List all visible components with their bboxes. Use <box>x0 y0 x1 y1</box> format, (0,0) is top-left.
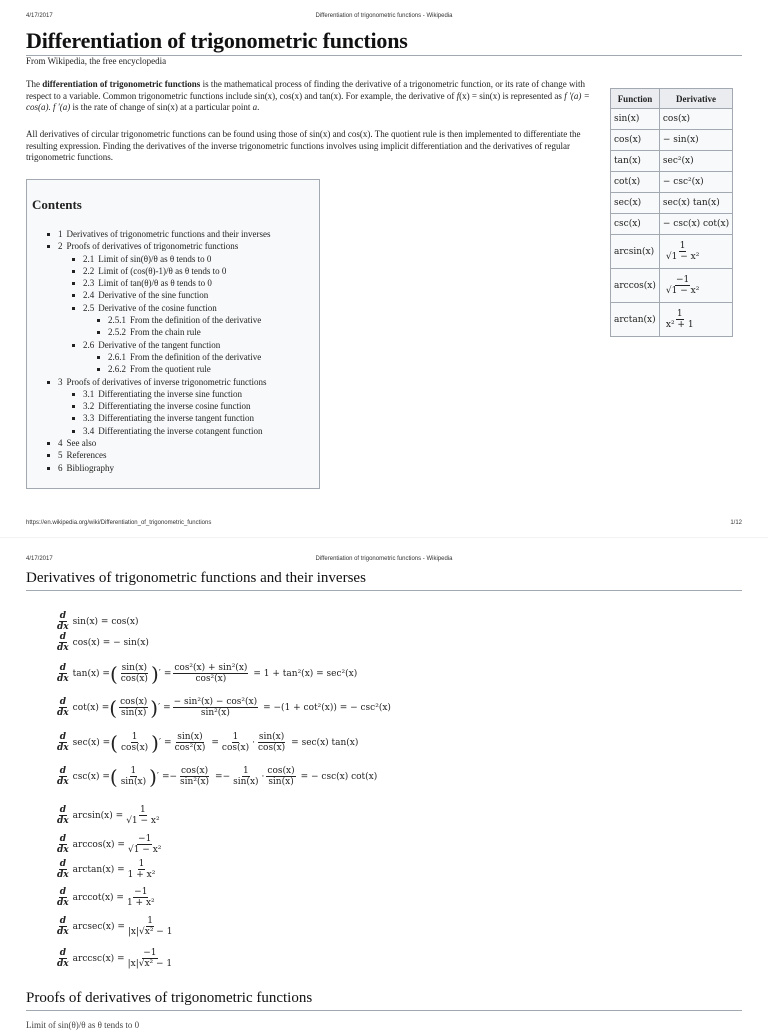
fraction-numerator: cos²(x) + sin²(x) <box>174 663 248 673</box>
intro-lead: The <box>26 79 43 89</box>
equation-result: = 1 + tan²(x) = sec²(x) <box>253 668 358 679</box>
fraction-denominator: sin(x) <box>120 708 147 718</box>
derivative-fraction <box>665 275 700 296</box>
fraction-denominator: sin(x) <box>268 777 294 787</box>
fraction-numerator: d <box>59 632 66 642</box>
toc-item[interactable] <box>47 400 270 412</box>
toc-item-number: 2.6.1 <box>108 351 126 362</box>
derivative-cell: sec(x) tan(x) <box>659 193 732 214</box>
toc-item-number: 3.3 <box>83 413 95 424</box>
toc-item-label[interactable]: References <box>66 450 107 461</box>
ddx-operator <box>56 887 70 908</box>
print-header <box>26 13 742 23</box>
toc-item[interactable] <box>47 265 270 277</box>
fraction-numerator: 1 <box>138 859 145 869</box>
function-cell: sec(x) <box>611 193 660 214</box>
derivative-cell: cos(x) <box>659 109 732 130</box>
equation-row <box>56 805 163 826</box>
fraction-numerator: −1 <box>134 887 148 897</box>
toc-item[interactable] <box>47 425 270 437</box>
fraction-denominator: cos(x) <box>257 743 286 753</box>
fraction <box>232 766 259 787</box>
equation-fn: sec(x) = <box>72 737 111 748</box>
toc-item[interactable] <box>47 289 270 301</box>
fraction-numerator: 1 <box>232 732 239 742</box>
page-break <box>0 537 768 550</box>
fraction-numerator: d <box>59 948 66 958</box>
fraction <box>127 948 174 969</box>
equation-row <box>56 887 158 908</box>
toc-item[interactable] <box>47 363 270 375</box>
toc-item[interactable] <box>47 388 270 400</box>
fraction <box>120 766 147 787</box>
ddx-operator <box>56 611 70 632</box>
fraction-numerator: d <box>59 805 66 815</box>
toc-item-number: 3.1 <box>83 388 95 399</box>
fraction-numerator: − sin²(x) − cos²(x) <box>173 697 258 707</box>
toc-item[interactable] <box>47 376 270 388</box>
fraction-numerator: 1 <box>676 309 683 319</box>
toc-item[interactable] <box>47 412 270 424</box>
fraction-denominator: dx <box>57 743 69 753</box>
fraction-denominator: |x|√x² − 1 <box>127 959 173 969</box>
print-page-number: 1/12 <box>730 520 742 526</box>
toc-item-number: 3.2 <box>83 401 95 412</box>
fraction-denominator: x² + 1 <box>665 320 694 330</box>
toc-item-label[interactable]: Limit of (cos(θ)-1)/θ as θ tends to 0 <box>98 265 227 276</box>
fraction <box>127 859 157 880</box>
ddx-operator <box>56 663 70 684</box>
intro-text-2: (x) = sin(x) is represented as <box>459 90 565 101</box>
toc-item-label[interactable]: Limit of tan(θ)/θ as θ tends to 0 <box>98 278 212 289</box>
equation-row <box>56 948 175 969</box>
table-row <box>611 172 733 193</box>
fraction-denominator: dx <box>57 898 69 908</box>
fraction-numerator: 1 <box>131 732 138 742</box>
fraction-numerator: d <box>59 766 66 776</box>
derivative-cell: − sin(x) <box>659 130 732 151</box>
equation-row <box>56 632 149 653</box>
equation-fn: arcsec(x) = <box>72 921 125 932</box>
equation-fn: tan(x) = <box>72 668 110 679</box>
fraction-denominator: cos(x) <box>120 743 149 753</box>
fraction-numerator: cos(x) <box>180 766 209 776</box>
fraction-denominator: dx <box>57 708 69 718</box>
table-row <box>611 269 733 303</box>
toc-item-label[interactable]: Differentiating the inverse sine function <box>98 388 243 399</box>
derivative-fraction <box>665 241 700 262</box>
toc-item[interactable] <box>47 314 270 326</box>
fraction <box>221 732 250 753</box>
toc-item-number: 2.6 <box>83 339 95 350</box>
toc-item-number: 1 <box>58 229 63 239</box>
table-of-contents <box>26 179 320 489</box>
derivative-cell <box>659 269 732 303</box>
fraction-denominator: √1 − x² <box>665 286 700 296</box>
function-cell: cot(x) <box>611 172 660 193</box>
derivative-cell <box>659 303 732 337</box>
equation-row: $\frac{d}{dx}$ cot(x) = ( $\frac{\cos(x)}{\sin(x)}$ ) ′ = $\frac{\text{− sin²(x) − cos²(x)}}{\text{sin²(x)}}$ = −(1 + cot²(x)) = − csc²(x) <box>57 695 391 720</box>
toc-item[interactable] <box>47 253 270 265</box>
fraction-denominator: cos(x) <box>221 743 250 753</box>
fraction-denominator: cos²(x) <box>195 674 227 684</box>
toc-item-number: 2 <box>58 241 63 252</box>
fraction-numerator: sin(x) <box>177 732 203 742</box>
toc-item-label[interactable]: Proofs of derivatives of inverse trigonometric functions <box>66 376 267 387</box>
fraction-numerator: d <box>59 611 66 621</box>
intro-text-3: is the rate of change of sin(x) at a particular point <box>70 102 253 112</box>
toc-item[interactable] <box>47 437 270 449</box>
intro-end: . <box>257 102 260 112</box>
fraction-numerator: d <box>59 916 66 926</box>
toc-item-number: 2.5 <box>83 302 95 313</box>
fraction-numerator: sin(x) <box>121 663 148 673</box>
toc-title: Contents <box>32 197 82 212</box>
toc-item[interactable] <box>47 462 270 474</box>
fraction <box>119 697 148 718</box>
table-row <box>611 130 733 151</box>
fraction-denominator: dx <box>57 643 69 653</box>
table-row <box>611 109 733 130</box>
function-cell: arccos(x) <box>611 269 660 303</box>
ddx-operator <box>56 697 70 718</box>
fraction-denominator: sin²(x) <box>200 708 230 718</box>
function-cell: cos(x) <box>611 130 660 151</box>
fraction <box>125 805 160 826</box>
ddx-operator <box>56 632 70 653</box>
equation-text: cos(x) = − sin(x) <box>72 637 149 648</box>
equation-fn: arccos(x) = <box>72 839 125 850</box>
fraction <box>127 834 162 855</box>
toc-item[interactable] <box>47 240 270 252</box>
toc-item-label[interactable]: Derivative of the cosine function <box>98 302 217 313</box>
toc-item[interactable] <box>47 277 270 289</box>
print-footer <box>26 520 742 530</box>
fraction <box>174 732 207 753</box>
fraction-denominator: sin(x) <box>233 777 259 787</box>
intro-bold-term[interactable]: differentiation of trigonometric functions <box>42 79 201 89</box>
intro-a: a <box>252 102 258 112</box>
intro-fpa: f ′(a) = cos(a). f ′(a) <box>26 90 590 112</box>
equation-fn: arcsin(x) = <box>72 810 124 821</box>
toc-item[interactable] <box>47 449 270 461</box>
equation-row: $\frac{d}{dx}$ tan(x) = ( $\frac{\sin(x)}{\cos(x)}$ ) ′ = $\frac{\text{cos²(x) + sin²(x)}}{\text{cos²(x)}}$ = 1 + tan²(x) = sec²(x) <box>57 661 358 686</box>
toc-item-number: 2.2 <box>83 265 95 276</box>
table-row <box>611 193 733 214</box>
equation-row <box>56 611 139 632</box>
page-title: Differentiation of trigonometric functions <box>26 28 408 53</box>
derivative-cell <box>659 235 732 269</box>
derivatives-table <box>610 88 733 337</box>
derivative-cell: sec²(x) <box>659 151 732 172</box>
fraction-numerator: 1 <box>140 805 146 815</box>
table-row <box>611 303 733 337</box>
tagline: From Wikipedia, the free encyclopedia <box>26 56 167 66</box>
fraction-denominator: dx <box>57 845 69 855</box>
fraction-numerator: d <box>59 663 66 673</box>
fraction <box>120 663 149 684</box>
equation-row <box>56 834 164 855</box>
fraction-denominator: dx <box>57 870 69 880</box>
fraction <box>257 732 286 753</box>
fraction-numerator: d <box>59 859 66 869</box>
toc-item[interactable] <box>47 302 270 314</box>
fraction <box>127 916 174 937</box>
ddx-operator <box>56 766 70 787</box>
toc-item-label[interactable]: Derivatives of trigonometric functions and their inverses <box>66 229 271 239</box>
equation-fn: arctan(x) = <box>72 864 125 875</box>
function-cell: arcsin(x) <box>611 235 660 269</box>
toc-item[interactable] <box>47 339 270 351</box>
section-heading-derivatives: Derivatives of trigonometric functions and their inverses <box>26 570 366 586</box>
toc-item[interactable] <box>47 326 270 338</box>
fraction-denominator: dx <box>57 777 69 787</box>
col-function: Function <box>611 89 660 109</box>
fraction-denominator: √1 − x² <box>665 252 700 262</box>
fraction-denominator: dx <box>57 959 69 969</box>
toc-item-number: 3.4 <box>83 425 95 436</box>
equation-row: $\frac{d}{dx}$ sec(x) = ( $\frac{1}{\cos(x)}$ ) ′ = $\frac{\sin(x)}{\text{cos²(x)}}$ = $\frac{1}{\cos(x)}$ · $\frac{\sin(x)}{\cos(x)}$ = sec(x) tan(x) <box>57 730 359 755</box>
toc-item-number: 2.1 <box>83 253 95 264</box>
toc-item-number: 2.4 <box>83 290 95 301</box>
print-url: https://en.wikipedia.org/wiki/Differentiation_of_trigonometric_functions <box>26 520 212 526</box>
fraction-denominator: dx <box>57 816 69 826</box>
fraction-numerator: 1 <box>147 916 154 926</box>
equation-result: = sec(x) tan(x) <box>291 737 359 748</box>
fraction-numerator: cos(x) <box>120 697 148 707</box>
equation-result: = −(1 + cot²(x)) = − csc²(x) <box>263 702 391 713</box>
fraction-denominator: dx <box>57 622 69 632</box>
fraction-denominator: √1 − x² <box>126 816 160 826</box>
fraction-numerator: d <box>59 697 66 707</box>
toc-item-label[interactable]: Derivative of the tangent function <box>98 339 221 350</box>
fraction-numerator: d <box>59 834 66 844</box>
fraction-denominator: cos²(x) <box>174 743 206 753</box>
equation-row <box>56 916 175 937</box>
section-divider-1 <box>26 590 742 591</box>
fraction-denominator: 1 + x² <box>126 898 155 908</box>
fraction-numerator: 1 <box>130 766 137 776</box>
print-date-2: 4/17/2017 <box>26 556 53 562</box>
fraction-numerator: d <box>59 732 66 742</box>
fraction-numerator: −1 <box>143 948 157 958</box>
fraction-denominator: 1 + x² <box>127 870 156 880</box>
ddx-operator <box>56 805 70 826</box>
toc-list <box>47 228 270 474</box>
toc-item-number: 2.3 <box>83 278 95 289</box>
fraction-numerator: −1 <box>138 834 152 844</box>
toc-item-number: 4 <box>58 438 63 449</box>
fraction <box>173 697 258 718</box>
derivative-cell: − csc²(x) <box>659 172 732 193</box>
fraction <box>126 887 156 908</box>
function-cell: csc(x) <box>611 214 660 235</box>
table-header-row <box>611 89 733 109</box>
fraction <box>120 732 149 753</box>
second-paragraph: All derivatives of circular trigonometric functions can be found using those of sin(x) and cos(x). The quotient rule is then implemented to differentiate the resulting expression. Finding the derivatives of the inverse trigonometric functions involves using implicit differentiation and the derivatives of regular trigonometric functions. <box>26 129 581 162</box>
fraction-numerator: 1 <box>242 766 249 776</box>
derivative-fraction <box>665 309 695 330</box>
section-heading-proofs: Proofs of derivatives of trigonometric functions <box>26 990 313 1006</box>
ddx-operator <box>56 916 70 937</box>
equation-fn: arccot(x) = <box>72 892 124 903</box>
toc-item-number: 2.5.2 <box>108 327 126 338</box>
fraction <box>179 766 210 787</box>
ddx-operator <box>56 834 70 855</box>
toc-item-label[interactable]: From the definition of the derivative <box>130 315 262 326</box>
col-derivative: Derivative <box>659 89 732 109</box>
toc-item-number: 5 <box>58 450 63 461</box>
table-row <box>611 214 733 235</box>
equation-row: $\frac{d}{dx}$ csc(x) = ( $\frac{1}{\sin(x)}$ ) ′ =− $\frac{\cos(x)}{\text{sin²(x)}}$ =− $\frac{1}{\sin(x)}$ · $\frac{\cos(x)}{\sin(x)}$ = − csc(x) cot(x) <box>57 764 378 789</box>
toc-item-number: 2.5.1 <box>108 315 126 326</box>
fraction-denominator: sin²(x) <box>180 777 210 787</box>
toc-item-label[interactable]: Bibliography <box>66 462 114 473</box>
intro-fx: f <box>456 90 460 101</box>
derivative-cell: − csc(x) cot(x) <box>659 214 732 235</box>
toc-item-label[interactable]: Proofs of derivatives of trigonometric functions <box>66 241 239 252</box>
fraction-denominator: |x|√x² − 1 <box>127 927 173 937</box>
fraction-numerator: cos(x) <box>267 766 295 776</box>
cut-off-subheading <box>26 1014 226 1030</box>
toc-item-number: 6 <box>58 462 63 473</box>
table-row <box>611 235 733 269</box>
toc-item-label[interactable]: Differentiating the inverse cosine function <box>98 401 251 412</box>
fraction-denominator: dx <box>57 674 69 684</box>
equation-fn: cot(x) = <box>72 702 110 713</box>
fraction-numerator: d <box>59 887 66 897</box>
print-title-2: Differentiation of trigonometric functions - Wikipedia <box>315 556 453 562</box>
toc-item-label[interactable]: Derivative of the sine function <box>98 290 209 301</box>
fraction-denominator: sin(x) <box>120 777 147 787</box>
toc-item[interactable] <box>47 228 270 240</box>
equation-fn: arccsc(x) = <box>72 953 125 964</box>
fraction-numerator: −1 <box>675 275 690 285</box>
fraction-denominator: dx <box>57 927 69 937</box>
toc-item-label[interactable]: From the chain rule <box>130 327 201 338</box>
print-title: Differentiation of trigonometric functions - Wikipedia <box>315 13 453 19</box>
fraction-denominator: cos(x) <box>120 674 148 684</box>
toc-item-label[interactable]: Limit of sin(θ)/θ as θ tends to 0 <box>98 253 212 264</box>
print-date: 4/17/2017 <box>26 13 53 19</box>
table-row <box>611 151 733 172</box>
ddx-operator <box>56 859 70 880</box>
ddx-operator <box>56 948 70 969</box>
fraction <box>266 766 295 787</box>
print-header-2 <box>26 556 742 566</box>
section-divider-2 <box>26 1010 742 1011</box>
fraction-denominator: √1 − x² <box>127 845 162 855</box>
intro-paragraph <box>26 79 604 114</box>
fraction-numerator: sin(x) <box>258 732 285 742</box>
equation-result: = − csc(x) cot(x) <box>300 771 378 782</box>
intro-text: is the mathematical process of finding the derivative of a trigonometric function, or its rate of change with respect to a variable. Common trigonometric functions include sin(x), cos(x) and tan(x). For example, the derivative of <box>26 79 585 101</box>
toc-item-label[interactable]: Differentiating the inverse tangent function <box>98 413 255 424</box>
toc-item-label[interactable]: Differentiating the inverse cotangent function <box>98 425 263 436</box>
fraction-numerator: 1 <box>679 241 686 251</box>
toc-item[interactable] <box>47 351 270 363</box>
toc-item-number: 3 <box>58 376 63 387</box>
equation-fn: csc(x) = <box>72 771 110 782</box>
cut-off-text: Limit of sin(θ)/θ as θ tends to 0 <box>26 1020 140 1030</box>
equation-row <box>56 859 158 880</box>
function-cell: tan(x) <box>611 151 660 172</box>
function-cell: arctan(x) <box>611 303 660 337</box>
ddx-operator <box>56 732 70 753</box>
toc-item-label[interactable]: From the definition of the derivative <box>130 351 262 362</box>
toc-item-label[interactable]: See also <box>66 438 97 449</box>
equation-text: sin(x) = cos(x) <box>72 616 139 627</box>
function-cell: sin(x) <box>611 109 660 130</box>
toc-item-number: 2.6.2 <box>108 364 126 375</box>
toc-item-label[interactable]: From the quotient rule <box>130 364 211 375</box>
fraction <box>173 663 248 684</box>
